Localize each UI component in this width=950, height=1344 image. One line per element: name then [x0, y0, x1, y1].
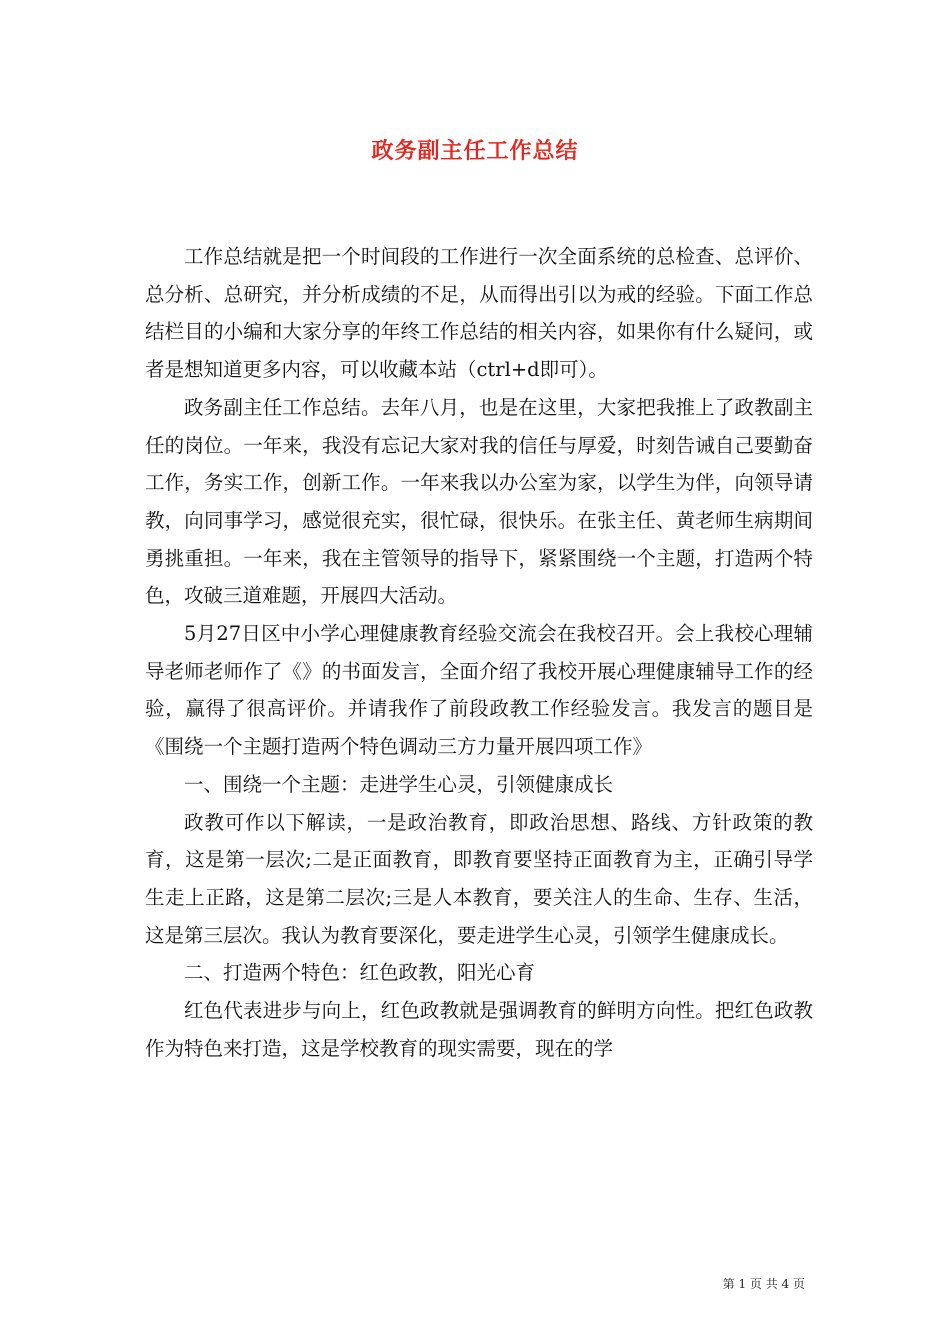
paragraph-interpretation: 政教可作以下解读，一是政治教育，即政治思想、路线、方针政策的教育，这是第一层次;二是正面教育，即教育要坚持正面教育为主，正确引导学生走上正路，这是第二层次;三是人本教育，要关注人的生命、生存、生活，这是第三层次。我认为教育要深化，要走进学生心灵，引领学生健康成长。 — [145, 810, 813, 947]
paragraph-summary: 政务副主任工作总结。去年八月，也是在这里，大家把我推上了政教副主任的岗位。一年来，我没有忘记大家对我的信任与厚爱，时刻告诫自己要勤奋工作，务实工作，创新工作。一年来我以办公室为家，以学生为伴，向领导请教，向同事学习，感觉很充实，很忙碌，很快乐。在张主任、黄老师生病期间勇挑重担。一年来，我在主管领导的指导下，紧紧围绕一个主题，打造两个特色，攻破三道难题，开展四大活动。 — [145, 395, 813, 608]
paragraph-red-education: 红色代表进步与向上，红色政教就是强调教育的鲜明方向性。把红色政教作为特色来打造，这是学校教育的现实需要，现在的学 — [145, 999, 813, 1060]
paragraph-intro: 工作总结就是把一个时间段的工作进行一次全面系统的总检查、总评价、总分析、总研究，并分析成绩的不足，从而得出引以为戒的经验。下面工作总结栏目的小编和大家分享的年终工作总结的相关内容，如果你有什么疑问，或者是想知道更多内容，可以收藏本站（ctrl+d即可）。 — [145, 245, 813, 382]
section-heading-one: 一、围绕一个主题：走进学生心灵，引领健康成长 — [184, 772, 614, 796]
page-number: 第 1 页 共 4 页 — [722, 1277, 805, 1291]
document-title: 政务副主任工作总结 — [371, 138, 579, 164]
paragraph-meeting: 5月27日区中小学心理健康教育经验交流会在我校召开。会上我校心理辅导老师老师作了《》的书面发言，全面介绍了我校开展心理健康辅导工作的经验，赢得了很高评价。并请我作了前段政教工作经验发言。我发言的题目是《围绕一个主题打造两个特色调动三方力量开展四项工作》 — [145, 622, 813, 759]
document-body — [145, 238, 813, 1067]
section-heading-two: 二、打造两个特色：红色政教，阳光心育 — [184, 961, 536, 985]
